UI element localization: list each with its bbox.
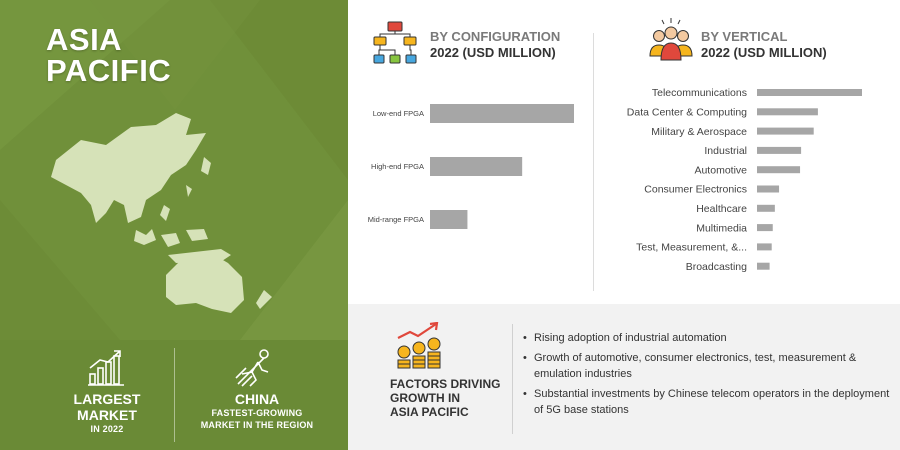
- factors-title-line: GROWTH IN: [390, 391, 460, 405]
- factor-item: • Rising adoption of industrial automation: [520, 330, 890, 346]
- stats-divider: [174, 348, 175, 442]
- bar-label: Mid-range FPGA: [367, 215, 424, 225]
- vertical-heading: [701, 29, 827, 61]
- bar-chart-growth-icon: [86, 348, 128, 388]
- bar-label: Consumer Electronics: [644, 183, 747, 196]
- flowchart-icon: [372, 20, 418, 66]
- panel-divider: [593, 33, 594, 291]
- bar: [757, 89, 862, 96]
- bar-label: Data Center & Computing: [626, 106, 747, 119]
- bar-label: Healthcare: [696, 202, 747, 215]
- configuration-heading: [430, 29, 560, 61]
- running-person-arrow-icon: [234, 348, 276, 388]
- bar-label: High-end FPGA: [371, 162, 424, 172]
- factors-title: [390, 377, 500, 419]
- bar: [757, 186, 779, 193]
- factor-item: • Substantial investments by Chinese telecom operators in the deployment of 5G base stations: [520, 386, 890, 418]
- stats-strip: [0, 340, 348, 450]
- bar: [757, 224, 773, 231]
- asia-pacific-map: [36, 105, 286, 320]
- bar: [757, 147, 801, 154]
- region-title: ASIA PACIFIC: [46, 22, 172, 88]
- factor-item: • Growth of automotive, consumer electronics, test, measurement & emulation industries: [520, 350, 890, 382]
- bar-label: Military & Aerospace: [651, 125, 747, 138]
- bar-label: Industrial: [704, 145, 747, 158]
- largest-market-stat: [64, 391, 150, 435]
- bar-label: Telecommunications: [651, 87, 747, 100]
- factors-title-line: FACTORS DRIVING: [390, 377, 501, 391]
- vertical-bar-chart: [600, 82, 890, 278]
- bar: [430, 157, 522, 176]
- region-panel: [0, 0, 348, 450]
- bar: [757, 128, 814, 135]
- factor-list: [520, 330, 890, 422]
- factors-title-line: ASIA PACIFIC: [390, 405, 469, 419]
- bar-label: Low-end FPGA: [372, 109, 424, 119]
- bar-label: Test, Measurement, &...: [636, 241, 747, 254]
- bar-label: Broadcasting: [685, 260, 747, 273]
- stat-largest-label: LARGEST MARKET: [73, 391, 141, 423]
- bar-label: Automotive: [694, 164, 747, 177]
- configuration-bar-chart: [355, 90, 585, 250]
- bar: [430, 210, 467, 229]
- vertical-title: BY VERTICAL: [701, 29, 788, 44]
- vertical-unit: 2022 (USD MILLION): [701, 45, 827, 60]
- stat-largest-year: IN 2022: [90, 424, 124, 434]
- growth-factors-panel: [348, 304, 900, 450]
- configuration-unit: 2022 (USD MILLION): [430, 45, 556, 60]
- bar: [757, 166, 800, 173]
- factors-divider: [512, 324, 513, 434]
- stat-china-label: CHINA: [234, 391, 280, 407]
- bar: [757, 108, 818, 115]
- stat-china-desc: FASTEST-GROWING MARKET IN THE REGION: [200, 408, 314, 430]
- bar: [757, 263, 770, 270]
- configuration-title: BY CONFIGURATION: [430, 29, 561, 44]
- bar-label: Multimedia: [696, 222, 747, 235]
- bar: [430, 104, 574, 123]
- china-stat: [192, 391, 322, 431]
- bar: [757, 205, 775, 212]
- bar: [757, 243, 772, 250]
- coins-growth-icon: [394, 322, 452, 372]
- people-group-icon: [648, 16, 694, 64]
